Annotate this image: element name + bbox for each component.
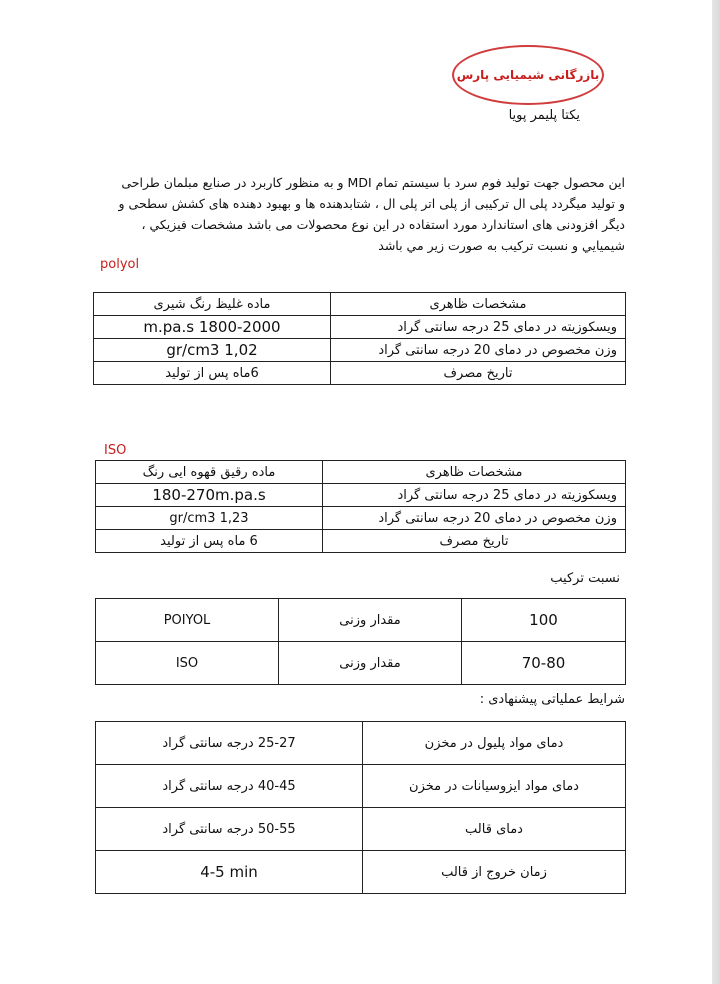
- iso-label: ISO: [104, 443, 127, 458]
- iso-prop-cell: مشخصات ظاهری: [323, 461, 626, 484]
- intro-line: دیگر افزودنی های استاندارد مورد استفاده در این نوع محصولات می باشد مشخصات فیزیکي ،: [141, 217, 625, 232]
- polyol-prop-cell: تاریخ مصرف: [331, 362, 626, 385]
- intro-paragraph: [95, 172, 625, 256]
- table-row: [96, 851, 626, 894]
- table-row: [96, 530, 626, 553]
- iso-prop-cell: ویسکوزیته در دمای 25 درجه سانتی گراد: [323, 484, 626, 507]
- intro-line: و تولید میگردد پلی ال ترکیبی از پلی اتر پلی ال ، شتابدهنده ها و بهبود دهنده های کشش سطحی و: [118, 196, 625, 211]
- polyol-value-cell: 6ماه پس از تولید: [94, 362, 331, 385]
- ops-value-cell: 50-55 درجه سانتی گراد: [96, 808, 363, 851]
- table-row: [96, 765, 626, 808]
- polyol-label: polyol: [100, 257, 140, 272]
- ops-value-cell: 25-27 درجه سانتی گراد: [96, 722, 363, 765]
- page-edge: [712, 0, 720, 984]
- polyol-value-cell: ماده غلیظ رنگ شیری: [94, 293, 331, 316]
- ops-param-cell: دمای قالب: [363, 808, 626, 851]
- table-row: [94, 362, 626, 385]
- iso-value-cell: 180-270m.pa.s: [96, 484, 323, 507]
- polyol-prop-cell: مشخصات ظاهری: [331, 293, 626, 316]
- intro-line: این محصول جهت تولید فوم سرد با سیستم تمام MDI و به منظور کاربرد در صنایع مبلمان طراحی: [121, 175, 625, 190]
- ops-value-cell: 40-45 درجه سانتی گراد: [96, 765, 363, 808]
- polyol-value-cell: 1,02 gr/cm3: [94, 339, 331, 362]
- mix-amount-cell: 70-80: [462, 642, 626, 685]
- table-row: [96, 461, 626, 484]
- ops-param-cell: دمای مواد ایزوسیانات در مخزن: [363, 765, 626, 808]
- iso-prop-cell: وزن مخصوص در دمای 20 درجه سانتی گراد: [323, 507, 626, 530]
- table-row: [96, 507, 626, 530]
- iso-spec-table: [95, 460, 626, 553]
- iso-value-cell: 6 ماه پس از تولید: [96, 530, 323, 553]
- mix-amount-cell: 100: [462, 599, 626, 642]
- table-row: [96, 484, 626, 507]
- mix-unit-cell: مقدار وزنی: [279, 642, 462, 685]
- mix-name-cell: POIYOL: [96, 599, 279, 642]
- table-row: [96, 599, 626, 642]
- table-row: [94, 316, 626, 339]
- iso-prop-cell: تاریخ مصرف: [323, 530, 626, 553]
- ops-title: شرایط عملیاتی پیشنهادی :: [479, 692, 625, 707]
- operating-conditions-table: [95, 721, 626, 894]
- ops-param-cell: زمان خروج از قالب: [363, 851, 626, 894]
- table-row: [96, 722, 626, 765]
- table-row: [96, 642, 626, 685]
- polyol-prop-cell: وزن مخصوص در دمای 20 درجه سانتی گراد: [331, 339, 626, 362]
- polyol-value-cell: 1800-2000 m.pa.s: [94, 316, 331, 339]
- logo-text: بازرگانی شیمیایی پارس: [456, 68, 600, 82]
- table-row: [96, 808, 626, 851]
- polyol-prop-cell: ویسکوزیته در دمای 25 درجه سانتی گراد: [331, 316, 626, 339]
- iso-value-cell: 1,23 gr/cm3: [96, 507, 323, 530]
- mix-title: نسبت ترکیب: [550, 571, 620, 586]
- intro-line: شیمیایي و نسبت ترکیب به صورت زیر مي باشد: [378, 238, 625, 253]
- iso-value-cell: ماده رقیق قهوه ایی رنگ: [96, 461, 323, 484]
- mix-unit-cell: مقدار وزنی: [279, 599, 462, 642]
- ops-param-cell: دمای مواد پلیول در مخزن: [363, 722, 626, 765]
- table-row: [94, 293, 626, 316]
- company-logo: [452, 45, 604, 105]
- table-row: [94, 339, 626, 362]
- ops-value-cell: 4-5 min: [96, 851, 363, 894]
- mix-ratio-table: [95, 598, 626, 685]
- sub-brand: یکتا پلیمر پویا: [508, 108, 580, 123]
- polyol-spec-table: [93, 292, 626, 385]
- mix-name-cell: ISO: [96, 642, 279, 685]
